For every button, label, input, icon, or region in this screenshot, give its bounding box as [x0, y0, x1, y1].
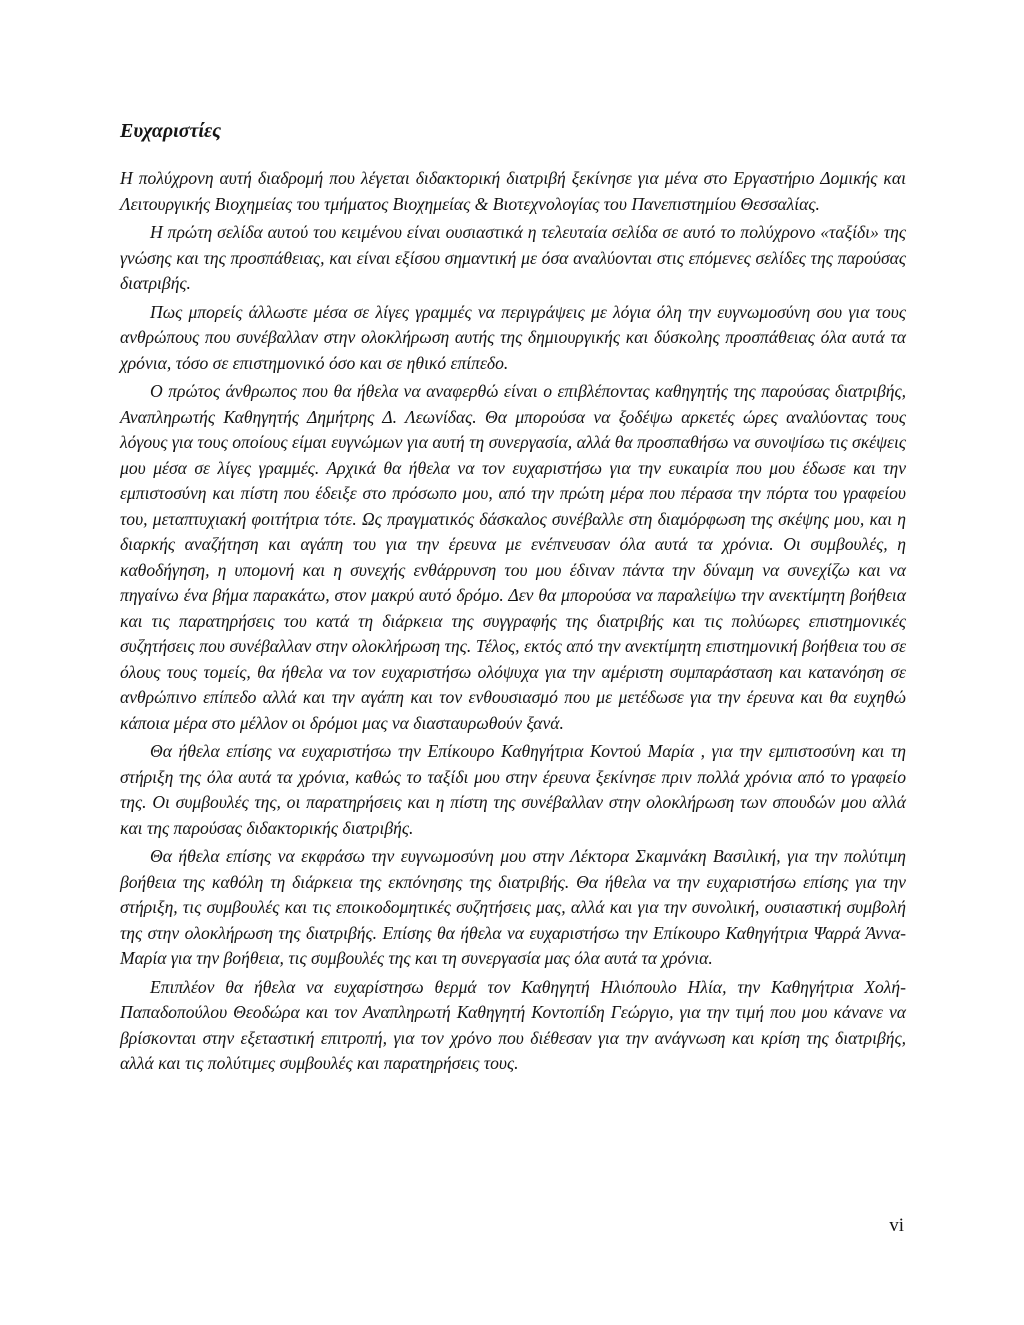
acknowledgements-section — [120, 118, 906, 1080]
paragraph-3: Πως μπορείς άλλωστε μέσα σε λίγες γραμμές να περιγράψεις με λόγια όλη την ευγνωμοσύνη σου για τους ανθρώπους που συνέβαλλαν στην ολοκλήρωση αυτής της δημιουργικής και δύσκολης προσπάθειας όλα αυτά τα χρόνια, τόσο σε επιστημονικό όσο και σε ηθικό επίπεδο. — [120, 301, 906, 373]
paragraph-1: Η πολύχρονη αυτή διαδρομή που λέγεται διδακτορική διατριβή ξεκίνησε για μένα στο Εργαστήριο Δομικής και Λειτουργικής Βιοχημείας του τμήματος Βιοχημείας & Βιοτεχνολογίας του Πανεπιστημίου Θεσσαλίας. — [120, 168, 906, 214]
paragraph-4: Ο πρώτος άνθρωπος που θα ήθελα να αναφερθώ είναι ο επιβλέποντας καθηγητής της παρούσας διατριβής, Αναπληρωτής Καθηγητής Δημήτρης Δ. Λεωνίδας. Θα μπορούσα να ξοδέψω αρκετές ώρες αναλύοντας τους λόγους για τους οποίους είμαι ευγνώμων για αυτή τη συνεργασία, αλλά θα προσπαθήσω να συνοψίσω τις σκέψεις μου μέσα σε λίγες γραμμές. Αρχικά θα ήθελα να τον ευχαριστήσω για την ευκαιρία που μου έδωσε και την εμπιστοσύνη και πίστη που έδειξε στο πρόσωπο μου, από την πρώτη μέρα που πέρασα την πόρτα του γραφείου του, μεταπτυχιακή φοιτήτρια τότε. Ως πραγματικός δάσκαλος συνέβαλλε στη διαμόρφωση της σκέψης μου, και η διαρκής αναζήτηση και αγάπη του για την έρευνα με ενέπνευσαν όλα αυτά τα χρόνια. Οι συμβουλές, η καθοδήγηση, η υπομονή και η συνεχής ενθάρρυνση του μου έδιναν πάντα την δύναμη να συνεχίζω και να πηγαίνω ένα βήμα παρακάτω, στον μακρύ αυτό δρόμο. Δεν θα μπορούσα να παραλείψω την ανεκτίμητη βοήθεια και τις παρατηρήσεις του κατά τη διάρκεια της συγγραφής της διατριβής και τις πολύωρες επιστημονικές συζητήσεις που συνέβαλλαν στην ολοκλήρωση της. Τέλος, εκτός από την ανεκτίμητη επιστημονική βοήθεια του σε όλους τους τομείς, θα ήθελα να τον ευχαριστήσω ολόψυχα για την αμέριστη συμπαράσταση και κατανόηση σε ανθρώπινο επίπεδο αλλά και την αγάπη και τον ενθουσιασμό που με μετέδωσε για την έρευνα και θα ευχηθώ κάποια μέρα στο μέλλον οι δρόμοι μας να διασταυρωθούν ξανά. — [120, 381, 906, 733]
paragraph-7: Επιπλέον θα ήθελα να ευχαρίστησω θερμά τον Καθηγητή Ηλιόπουλο Ηλία, την Καθηγήτρια Χολή-Παπαδοπούλου Θεοδώρα και τον Αναπληρωτή Καθηγητή Κοντοπίδη Γεώργιο, για την τιμή που μου κάνανε να βρίσκονται στην εξεταστική επιτροπή, για τον χρόνο που διέθεσαν για την ανάγνωση και κρίση της διατριβής, αλλά και τις πολύτιμες συμβουλές και παρατηρήσεις τους. — [120, 976, 906, 1073]
paragraph-5: Θα ήθελα επίσης να ευχαριστήσω την Επίκουρο Καθηγήτρια Κοντού Μαρία , για την εμπιστοσύνη και τη στήριξη της όλα αυτά τα χρόνια, καθώς το ταξίδι μου στην έρευνα ξεκίνησε πριν πολλά χρόνια από το γραφείο της. Οι συμβουλές της, οι παρατηρήσεις και η πίστη της συνέβαλλαν στην ολοκλήρωση των σπουδών μου αλλά και της παρούσας διδακτορικής διατριβής. — [120, 741, 906, 838]
page-number: vi — [889, 1215, 904, 1236]
paragraph-6: Θα ήθελα επίσης να εκφράσω την ευγνωμοσύνη μου στην Λέκτορα Σκαμνάκη Βασιλική, για την πολύτιμη βοήθεια της καθόλη τη διάρκεια της εκπόνησης της διατριβής. Θα ήθελα να την ευχαριστήσω επίσης για την στήριξη, τις συμβουλές και τις εποικοδομητικές συζητήσεις μας, αλλά και για την συνολική, ουσιαστική συμβολή της στην ολοκλήρωση της διατριβής. Επίσης θα ήθελα να ευχαριστήσω την Επίκουρο Καθηγήτρια Ψαρρά Άννα- Μαρία για την βοήθεια, τις συμβουλές της και τη συνεργασία μας όλα αυτά τα χρόνια. — [120, 846, 906, 968]
paragraph-2: Η πρώτη σελίδα αυτού του κειμένου είναι ουσιαστικά η τελευταία σελίδα σε αυτό το πολύχρονο «ταξίδι» της γνώσης και της προσπάθειας, και είναι εξίσου σημαντική με όσα αναλύονται στις επόμενες σελίδες της παρούσας διατριβής. — [120, 222, 906, 293]
section-heading: Ευχαριστίες — [120, 120, 222, 142]
